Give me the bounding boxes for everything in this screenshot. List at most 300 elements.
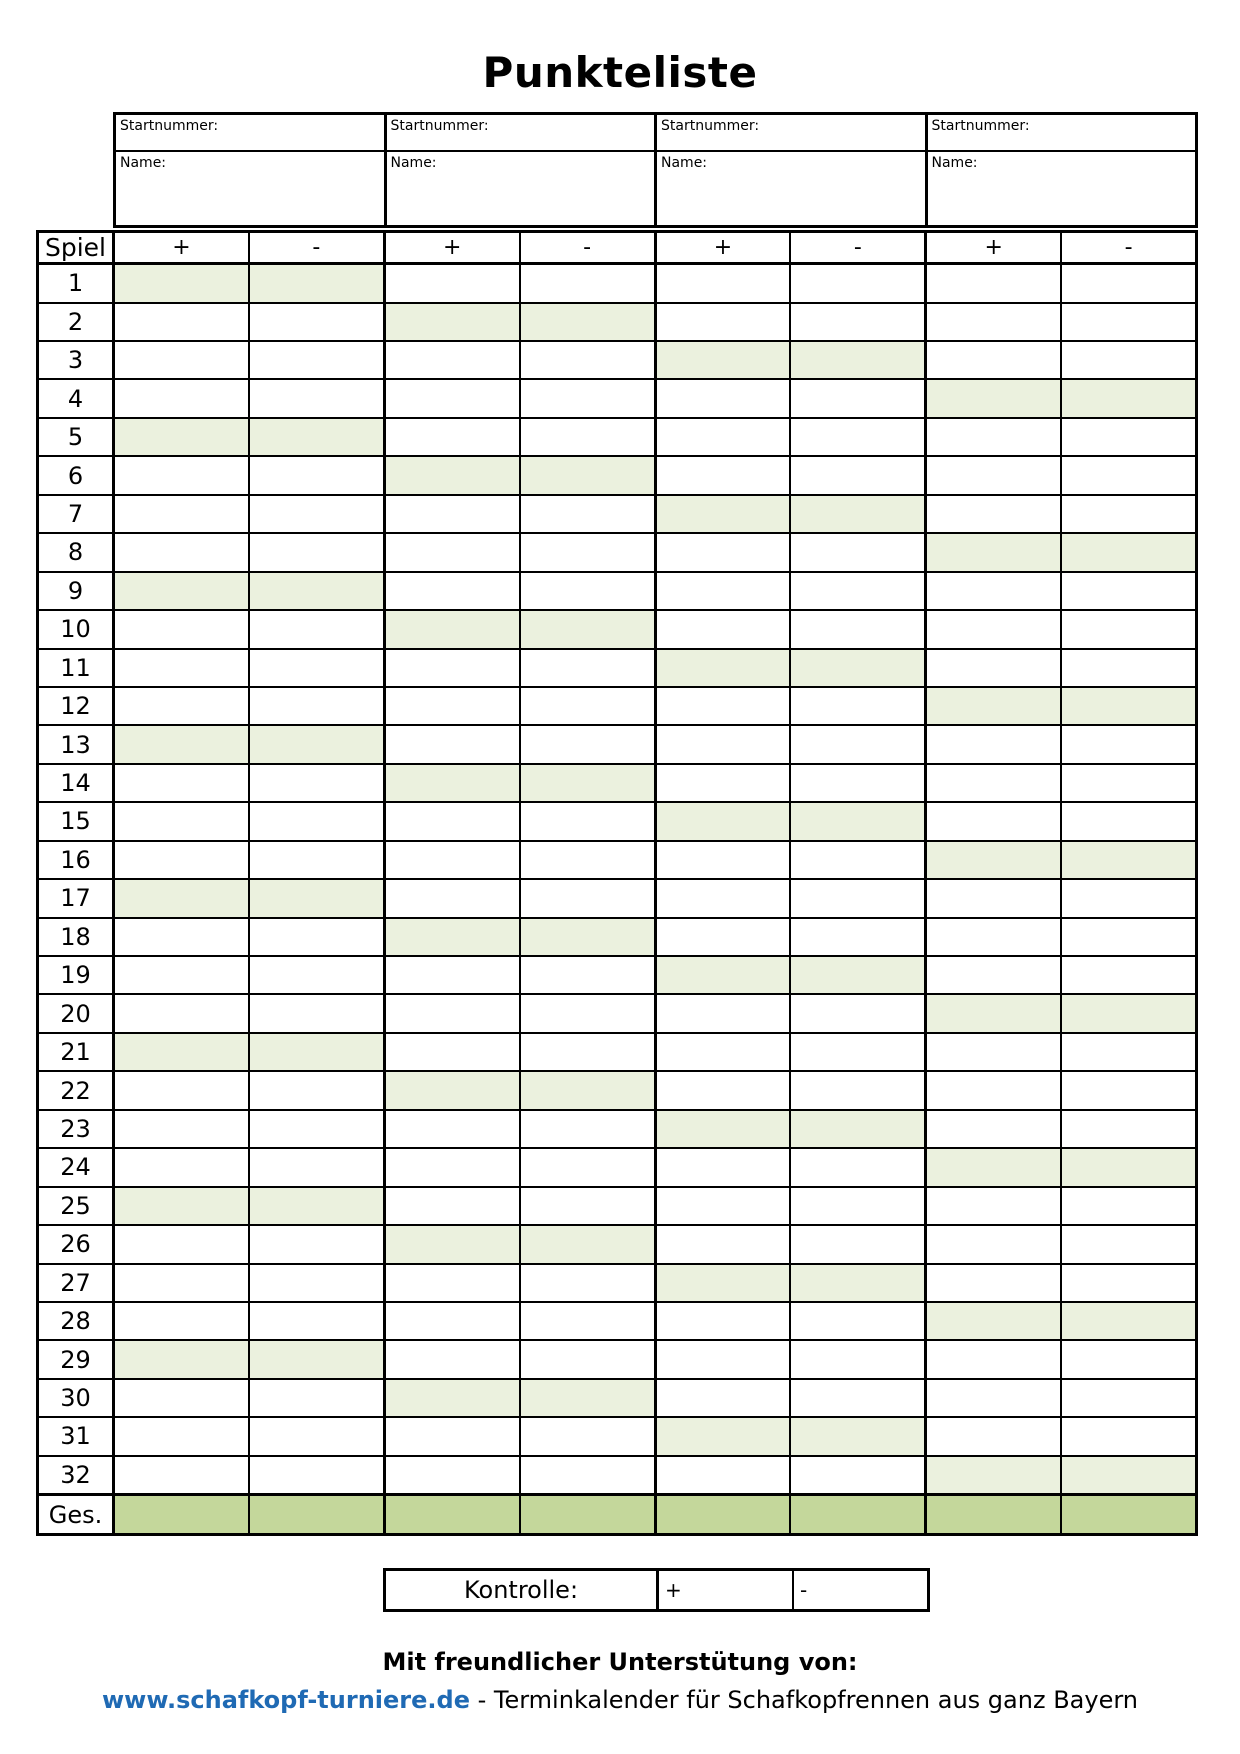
minus-cell[interactable] bbox=[249, 1264, 384, 1302]
minus-cell[interactable] bbox=[790, 725, 925, 763]
plus-cell[interactable] bbox=[114, 341, 249, 379]
plus-cell[interactable] bbox=[926, 456, 1061, 494]
minus-cell[interactable] bbox=[520, 879, 655, 917]
plus-cell[interactable] bbox=[384, 456, 519, 494]
plus-cell[interactable] bbox=[384, 1302, 519, 1340]
plus-cell[interactable] bbox=[114, 418, 249, 456]
plus-cell[interactable] bbox=[655, 610, 790, 648]
startnummer-field[interactable]: Startnummer: bbox=[116, 115, 384, 152]
minus-cell[interactable] bbox=[1061, 1033, 1196, 1071]
minus-cell[interactable] bbox=[520, 956, 655, 994]
plus-cell[interactable] bbox=[384, 994, 519, 1032]
plus-cell[interactable] bbox=[655, 418, 790, 456]
minus-cell[interactable] bbox=[520, 687, 655, 725]
minus-cell[interactable] bbox=[1061, 1225, 1196, 1263]
minus-cell[interactable] bbox=[790, 418, 925, 456]
minus-cell[interactable] bbox=[1061, 1187, 1196, 1225]
plus-cell[interactable] bbox=[114, 879, 249, 917]
plus-cell[interactable] bbox=[926, 918, 1061, 956]
minus-cell[interactable] bbox=[790, 264, 925, 303]
minus-cell[interactable] bbox=[520, 725, 655, 763]
plus-cell[interactable] bbox=[655, 956, 790, 994]
minus-cell[interactable] bbox=[1061, 1110, 1196, 1148]
plus-cell[interactable] bbox=[114, 264, 249, 303]
minus-cell[interactable] bbox=[249, 379, 384, 417]
plus-cell[interactable] bbox=[114, 495, 249, 533]
plus-cell[interactable] bbox=[384, 956, 519, 994]
plus-cell[interactable] bbox=[114, 1264, 249, 1302]
minus-cell[interactable] bbox=[249, 1379, 384, 1417]
plus-cell[interactable] bbox=[384, 379, 519, 417]
name-field[interactable]: Name: bbox=[390, 155, 437, 171]
minus-cell[interactable] bbox=[249, 1187, 384, 1225]
plus-cell[interactable] bbox=[655, 533, 790, 571]
table-row bbox=[38, 379, 1197, 417]
plus-cell[interactable] bbox=[114, 456, 249, 494]
player-header bbox=[113, 112, 1198, 228]
plus-cell[interactable] bbox=[114, 1225, 249, 1263]
minus-cell[interactable] bbox=[1061, 956, 1196, 994]
minus-cell[interactable] bbox=[790, 610, 925, 648]
minus-cell[interactable] bbox=[790, 456, 925, 494]
minus-cell[interactable] bbox=[249, 879, 384, 917]
startnummer-field[interactable]: Startnummer: bbox=[387, 115, 655, 152]
plus-cell[interactable] bbox=[114, 725, 249, 763]
plus-cell[interactable] bbox=[655, 1417, 790, 1455]
plus-cell[interactable] bbox=[926, 879, 1061, 917]
plus-cell[interactable] bbox=[655, 1225, 790, 1263]
player-column-1 bbox=[116, 115, 387, 225]
plus-cell[interactable] bbox=[655, 1379, 790, 1417]
total-minus-cell[interactable] bbox=[1061, 1495, 1196, 1535]
footer-text: - Terminkalender für Schafkopfrennen aus ganz Bayern bbox=[469, 1686, 1138, 1714]
minus-cell[interactable] bbox=[520, 1417, 655, 1455]
plus-cell[interactable] bbox=[384, 1417, 519, 1455]
plus-cell[interactable] bbox=[926, 303, 1061, 341]
minus-cell[interactable] bbox=[520, 610, 655, 648]
plus-cell[interactable] bbox=[926, 687, 1061, 725]
minus-cell[interactable] bbox=[249, 1417, 384, 1455]
plus-cell[interactable] bbox=[655, 725, 790, 763]
minus-cell[interactable] bbox=[790, 956, 925, 994]
plus-cell[interactable] bbox=[655, 1148, 790, 1186]
plus-cell[interactable] bbox=[384, 1225, 519, 1263]
plus-cell[interactable] bbox=[114, 303, 249, 341]
plus-cell[interactable] bbox=[926, 956, 1061, 994]
minus-cell[interactable] bbox=[1061, 649, 1196, 687]
minus-cell[interactable] bbox=[249, 1071, 384, 1109]
plus-cell[interactable] bbox=[926, 1302, 1061, 1340]
plus-cell[interactable] bbox=[384, 610, 519, 648]
website-link[interactable]: www.schafkopf-turniere.de bbox=[102, 1686, 470, 1714]
minus-cell[interactable] bbox=[249, 418, 384, 456]
plus-cell[interactable] bbox=[926, 379, 1061, 417]
plus-cell[interactable] bbox=[114, 1456, 249, 1495]
minus-cell[interactable] bbox=[520, 994, 655, 1032]
plus-cell[interactable] bbox=[926, 764, 1061, 802]
minus-cell[interactable] bbox=[790, 649, 925, 687]
table-row bbox=[38, 1264, 1197, 1302]
minus-cell[interactable] bbox=[1061, 341, 1196, 379]
plus-cell[interactable] bbox=[926, 264, 1061, 303]
minus-cell[interactable] bbox=[790, 1033, 925, 1071]
minus-cell[interactable] bbox=[249, 1033, 384, 1071]
game-number: 32 bbox=[38, 1456, 114, 1495]
plus-cell[interactable] bbox=[655, 994, 790, 1032]
minus-cell[interactable] bbox=[520, 533, 655, 571]
plus-cell[interactable] bbox=[655, 687, 790, 725]
plus-cell[interactable] bbox=[655, 649, 790, 687]
startnummer-field[interactable]: Startnummer: bbox=[657, 115, 925, 152]
minus-cell[interactable] bbox=[520, 379, 655, 417]
plus-cell[interactable] bbox=[926, 649, 1061, 687]
plus-cell[interactable] bbox=[926, 572, 1061, 610]
plus-cell[interactable] bbox=[926, 1264, 1061, 1302]
plus-cell[interactable] bbox=[114, 841, 249, 879]
minus-cell[interactable] bbox=[790, 1187, 925, 1225]
table-row bbox=[38, 1340, 1197, 1378]
game-number: 30 bbox=[38, 1379, 114, 1417]
minus-cell[interactable] bbox=[1061, 879, 1196, 917]
game-number: 19 bbox=[38, 956, 114, 994]
control-minus-field[interactable]: - bbox=[800, 1578, 808, 1602]
game-number: 6 bbox=[38, 456, 114, 494]
plus-cell[interactable] bbox=[926, 802, 1061, 840]
game-number: 31 bbox=[38, 1417, 114, 1455]
plus-cell[interactable] bbox=[926, 1379, 1061, 1417]
table-row bbox=[38, 764, 1197, 802]
plus-cell[interactable] bbox=[384, 495, 519, 533]
minus-cell[interactable] bbox=[1061, 1456, 1196, 1495]
minus-cell[interactable] bbox=[249, 456, 384, 494]
minus-cell[interactable] bbox=[790, 1302, 925, 1340]
minus-cell[interactable] bbox=[1061, 264, 1196, 303]
plus-cell[interactable] bbox=[114, 1340, 249, 1378]
plus-cell[interactable] bbox=[384, 418, 519, 456]
plus-cell[interactable] bbox=[926, 495, 1061, 533]
minus-cell[interactable] bbox=[790, 687, 925, 725]
table-row bbox=[38, 802, 1197, 840]
minus-cell[interactable] bbox=[1061, 418, 1196, 456]
name-field[interactable]: Name: bbox=[120, 155, 167, 171]
plus-cell[interactable] bbox=[926, 1417, 1061, 1455]
plus-cell[interactable] bbox=[926, 841, 1061, 879]
minus-cell[interactable] bbox=[520, 1225, 655, 1263]
minus-cell[interactable] bbox=[1061, 1417, 1196, 1455]
plus-cell[interactable] bbox=[384, 533, 519, 571]
control-box bbox=[383, 1568, 930, 1612]
minus-cell[interactable] bbox=[520, 649, 655, 687]
minus-cell[interactable] bbox=[249, 1148, 384, 1186]
minus-cell[interactable] bbox=[249, 725, 384, 763]
minus-cell[interactable] bbox=[1061, 456, 1196, 494]
minus-cell[interactable] bbox=[1061, 802, 1196, 840]
minus-cell[interactable] bbox=[1061, 841, 1196, 879]
plus-cell[interactable] bbox=[655, 1187, 790, 1225]
minus-cell[interactable] bbox=[520, 341, 655, 379]
plus-cell[interactable] bbox=[384, 764, 519, 802]
minus-cell[interactable] bbox=[790, 1456, 925, 1495]
plus-cell[interactable] bbox=[114, 994, 249, 1032]
plus-cell[interactable] bbox=[114, 379, 249, 417]
plus-cell[interactable] bbox=[384, 725, 519, 763]
minus-cell[interactable] bbox=[249, 1110, 384, 1148]
plus-cell[interactable] bbox=[114, 1417, 249, 1455]
minus-cell[interactable] bbox=[249, 956, 384, 994]
minus-cell[interactable] bbox=[249, 1225, 384, 1263]
minus-cell[interactable] bbox=[249, 341, 384, 379]
plus-cell[interactable] bbox=[926, 1148, 1061, 1186]
minus-cell[interactable] bbox=[790, 1110, 925, 1148]
minus-cell[interactable] bbox=[790, 572, 925, 610]
minus-cell[interactable] bbox=[520, 303, 655, 341]
minus-cell[interactable] bbox=[249, 1340, 384, 1378]
minus-cell[interactable] bbox=[520, 1340, 655, 1378]
plus-cell[interactable] bbox=[926, 1225, 1061, 1263]
minus-cell[interactable] bbox=[790, 918, 925, 956]
plus-cell[interactable] bbox=[655, 1456, 790, 1495]
minus-cell[interactable] bbox=[249, 1456, 384, 1495]
minus-cell[interactable] bbox=[249, 994, 384, 1032]
minus-cell[interactable] bbox=[790, 1340, 925, 1378]
minus-cell[interactable] bbox=[520, 456, 655, 494]
minus-cell[interactable] bbox=[1061, 725, 1196, 763]
plus-cell[interactable] bbox=[384, 687, 519, 725]
plus-cell[interactable] bbox=[114, 572, 249, 610]
minus-cell[interactable] bbox=[249, 918, 384, 956]
minus-cell[interactable] bbox=[790, 1071, 925, 1109]
plus-cell[interactable] bbox=[384, 879, 519, 917]
plus-cell[interactable] bbox=[655, 495, 790, 533]
game-number: 21 bbox=[38, 1033, 114, 1071]
minus-cell[interactable] bbox=[520, 1302, 655, 1340]
table-row bbox=[38, 918, 1197, 956]
plus-cell[interactable] bbox=[384, 1148, 519, 1186]
plus-cell[interactable] bbox=[926, 994, 1061, 1032]
minus-cell[interactable] bbox=[1061, 1302, 1196, 1340]
plus-cell[interactable] bbox=[655, 264, 790, 303]
plus-cell[interactable] bbox=[655, 918, 790, 956]
minus-cell[interactable] bbox=[1061, 994, 1196, 1032]
minus-cell[interactable] bbox=[790, 802, 925, 840]
plus-cell[interactable] bbox=[114, 956, 249, 994]
game-number: 28 bbox=[38, 1302, 114, 1340]
minus-cell[interactable] bbox=[520, 1071, 655, 1109]
game-number: 10 bbox=[38, 610, 114, 648]
minus-cell[interactable] bbox=[1061, 764, 1196, 802]
plus-cell[interactable] bbox=[655, 764, 790, 802]
minus-cell[interactable] bbox=[249, 533, 384, 571]
minus-cell[interactable] bbox=[520, 264, 655, 303]
plus-cell[interactable] bbox=[114, 1110, 249, 1148]
plus-cell[interactable] bbox=[926, 725, 1061, 763]
minus-cell[interactable] bbox=[1061, 533, 1196, 571]
plus-cell[interactable] bbox=[114, 918, 249, 956]
minus-cell[interactable] bbox=[790, 533, 925, 571]
plus-cell[interactable] bbox=[926, 1110, 1061, 1148]
plus-cell[interactable] bbox=[114, 533, 249, 571]
plus-cell[interactable] bbox=[384, 1264, 519, 1302]
minus-cell[interactable] bbox=[249, 841, 384, 879]
minus-cell[interactable] bbox=[1061, 379, 1196, 417]
minus-cell[interactable] bbox=[520, 764, 655, 802]
plus-cell[interactable] bbox=[655, 1110, 790, 1148]
minus-cell[interactable] bbox=[520, 802, 655, 840]
minus-cell[interactable] bbox=[790, 879, 925, 917]
plus-cell[interactable] bbox=[114, 1071, 249, 1109]
minus-cell[interactable] bbox=[520, 1379, 655, 1417]
plus-cell[interactable] bbox=[655, 841, 790, 879]
minus-cell[interactable] bbox=[520, 1264, 655, 1302]
plus-cell[interactable] bbox=[655, 1340, 790, 1378]
minus-cell[interactable] bbox=[1061, 1340, 1196, 1378]
plus-cell[interactable] bbox=[926, 1187, 1061, 1225]
minus-cell[interactable] bbox=[520, 418, 655, 456]
minus-cell[interactable] bbox=[790, 764, 925, 802]
plus-cell[interactable] bbox=[655, 1302, 790, 1340]
plus-cell[interactable] bbox=[926, 418, 1061, 456]
control-plus-field[interactable]: + bbox=[659, 1571, 794, 1609]
plus-cell[interactable] bbox=[114, 610, 249, 648]
plus-cell[interactable] bbox=[114, 687, 249, 725]
table-row bbox=[38, 1379, 1197, 1417]
plus-cell[interactable] bbox=[114, 1033, 249, 1071]
name-field[interactable]: Name: bbox=[661, 155, 708, 171]
minus-cell[interactable] bbox=[249, 1302, 384, 1340]
plus-cell[interactable] bbox=[655, 303, 790, 341]
plus-cell[interactable] bbox=[926, 1340, 1061, 1378]
total-plus-cell[interactable] bbox=[926, 1495, 1061, 1535]
minus-cell[interactable] bbox=[790, 1148, 925, 1186]
total-minus-cell[interactable] bbox=[520, 1495, 655, 1535]
plus-cell[interactable] bbox=[655, 572, 790, 610]
total-minus-cell[interactable] bbox=[790, 1495, 925, 1535]
minus-cell[interactable] bbox=[790, 303, 925, 341]
table-row bbox=[38, 303, 1197, 341]
total-plus-cell[interactable] bbox=[655, 1495, 790, 1535]
minus-cell[interactable] bbox=[790, 1225, 925, 1263]
minus-cell[interactable] bbox=[520, 495, 655, 533]
plus-cell[interactable] bbox=[655, 1264, 790, 1302]
plus-cell[interactable] bbox=[384, 572, 519, 610]
minus-cell[interactable] bbox=[1061, 495, 1196, 533]
minus-cell[interactable] bbox=[790, 495, 925, 533]
minus-cell[interactable] bbox=[520, 1033, 655, 1071]
minus-cell[interactable] bbox=[790, 841, 925, 879]
name-field[interactable]: Name: bbox=[931, 155, 978, 171]
plus-cell[interactable] bbox=[655, 1071, 790, 1109]
plus-cell[interactable] bbox=[114, 764, 249, 802]
minus-cell[interactable] bbox=[249, 264, 384, 303]
plus-cell[interactable] bbox=[384, 1071, 519, 1109]
total-label: Ges. bbox=[38, 1495, 114, 1535]
plus-cell[interactable] bbox=[114, 1148, 249, 1186]
plus-cell[interactable] bbox=[384, 1187, 519, 1225]
minus-cell[interactable] bbox=[1061, 1071, 1196, 1109]
plus-cell[interactable] bbox=[384, 1340, 519, 1378]
plus-cell[interactable] bbox=[926, 610, 1061, 648]
minus-cell[interactable] bbox=[1061, 303, 1196, 341]
minus-cell[interactable] bbox=[790, 1417, 925, 1455]
plus-cell[interactable] bbox=[384, 649, 519, 687]
plus-header: + bbox=[384, 232, 519, 264]
plus-cell[interactable] bbox=[384, 264, 519, 303]
plus-cell[interactable] bbox=[655, 802, 790, 840]
minus-cell[interactable] bbox=[520, 1456, 655, 1495]
minus-cell[interactable] bbox=[520, 841, 655, 879]
plus-cell[interactable] bbox=[926, 533, 1061, 571]
game-number: 20 bbox=[38, 994, 114, 1032]
minus-cell[interactable] bbox=[249, 764, 384, 802]
plus-cell[interactable] bbox=[655, 341, 790, 379]
minus-cell[interactable] bbox=[520, 1148, 655, 1186]
plus-cell[interactable] bbox=[926, 1071, 1061, 1109]
minus-cell[interactable] bbox=[249, 802, 384, 840]
minus-cell[interactable] bbox=[790, 1264, 925, 1302]
plus-cell[interactable] bbox=[384, 841, 519, 879]
total-plus-cell[interactable] bbox=[114, 1495, 249, 1535]
minus-cell[interactable] bbox=[1061, 687, 1196, 725]
plus-cell[interactable] bbox=[384, 802, 519, 840]
minus-cell[interactable] bbox=[1061, 1148, 1196, 1186]
plus-cell[interactable] bbox=[384, 303, 519, 341]
table-row bbox=[38, 1071, 1197, 1109]
total-minus-cell[interactable] bbox=[249, 1495, 384, 1535]
plus-cell[interactable] bbox=[926, 1456, 1061, 1495]
plus-cell[interactable] bbox=[655, 379, 790, 417]
minus-cell[interactable] bbox=[520, 572, 655, 610]
minus-cell[interactable] bbox=[790, 341, 925, 379]
minus-cell[interactable] bbox=[520, 1110, 655, 1148]
plus-cell[interactable] bbox=[926, 1033, 1061, 1071]
plus-cell[interactable] bbox=[384, 1110, 519, 1148]
minus-cell[interactable] bbox=[520, 918, 655, 956]
plus-cell[interactable] bbox=[384, 1033, 519, 1071]
minus-cell[interactable] bbox=[790, 994, 925, 1032]
plus-cell[interactable] bbox=[926, 341, 1061, 379]
plus-cell[interactable] bbox=[384, 918, 519, 956]
minus-cell[interactable] bbox=[249, 303, 384, 341]
table-row bbox=[38, 1033, 1197, 1071]
startnummer-field[interactable]: Startnummer: bbox=[928, 115, 1196, 152]
minus-cell[interactable] bbox=[249, 495, 384, 533]
total-plus-cell[interactable] bbox=[384, 1495, 519, 1535]
minus-cell[interactable] bbox=[790, 379, 925, 417]
plus-cell[interactable] bbox=[114, 802, 249, 840]
minus-cell[interactable] bbox=[249, 610, 384, 648]
minus-cell[interactable] bbox=[520, 1187, 655, 1225]
plus-cell[interactable] bbox=[114, 649, 249, 687]
minus-cell[interactable] bbox=[249, 572, 384, 610]
plus-cell[interactable] bbox=[114, 1379, 249, 1417]
minus-cell[interactable] bbox=[1061, 1264, 1196, 1302]
plus-cell[interactable] bbox=[114, 1187, 249, 1225]
minus-cell[interactable] bbox=[790, 1379, 925, 1417]
plus-cell[interactable] bbox=[655, 1033, 790, 1071]
minus-cell[interactable] bbox=[1061, 918, 1196, 956]
plus-cell[interactable] bbox=[114, 1302, 249, 1340]
plus-cell[interactable] bbox=[655, 879, 790, 917]
minus-cell[interactable] bbox=[1061, 610, 1196, 648]
plus-cell[interactable] bbox=[384, 341, 519, 379]
plus-cell[interactable] bbox=[384, 1379, 519, 1417]
plus-cell[interactable] bbox=[655, 456, 790, 494]
minus-cell[interactable] bbox=[1061, 572, 1196, 610]
plus-cell[interactable] bbox=[384, 1456, 519, 1495]
minus-cell[interactable] bbox=[249, 649, 384, 687]
minus-cell[interactable] bbox=[249, 687, 384, 725]
minus-cell[interactable] bbox=[1061, 1379, 1196, 1417]
